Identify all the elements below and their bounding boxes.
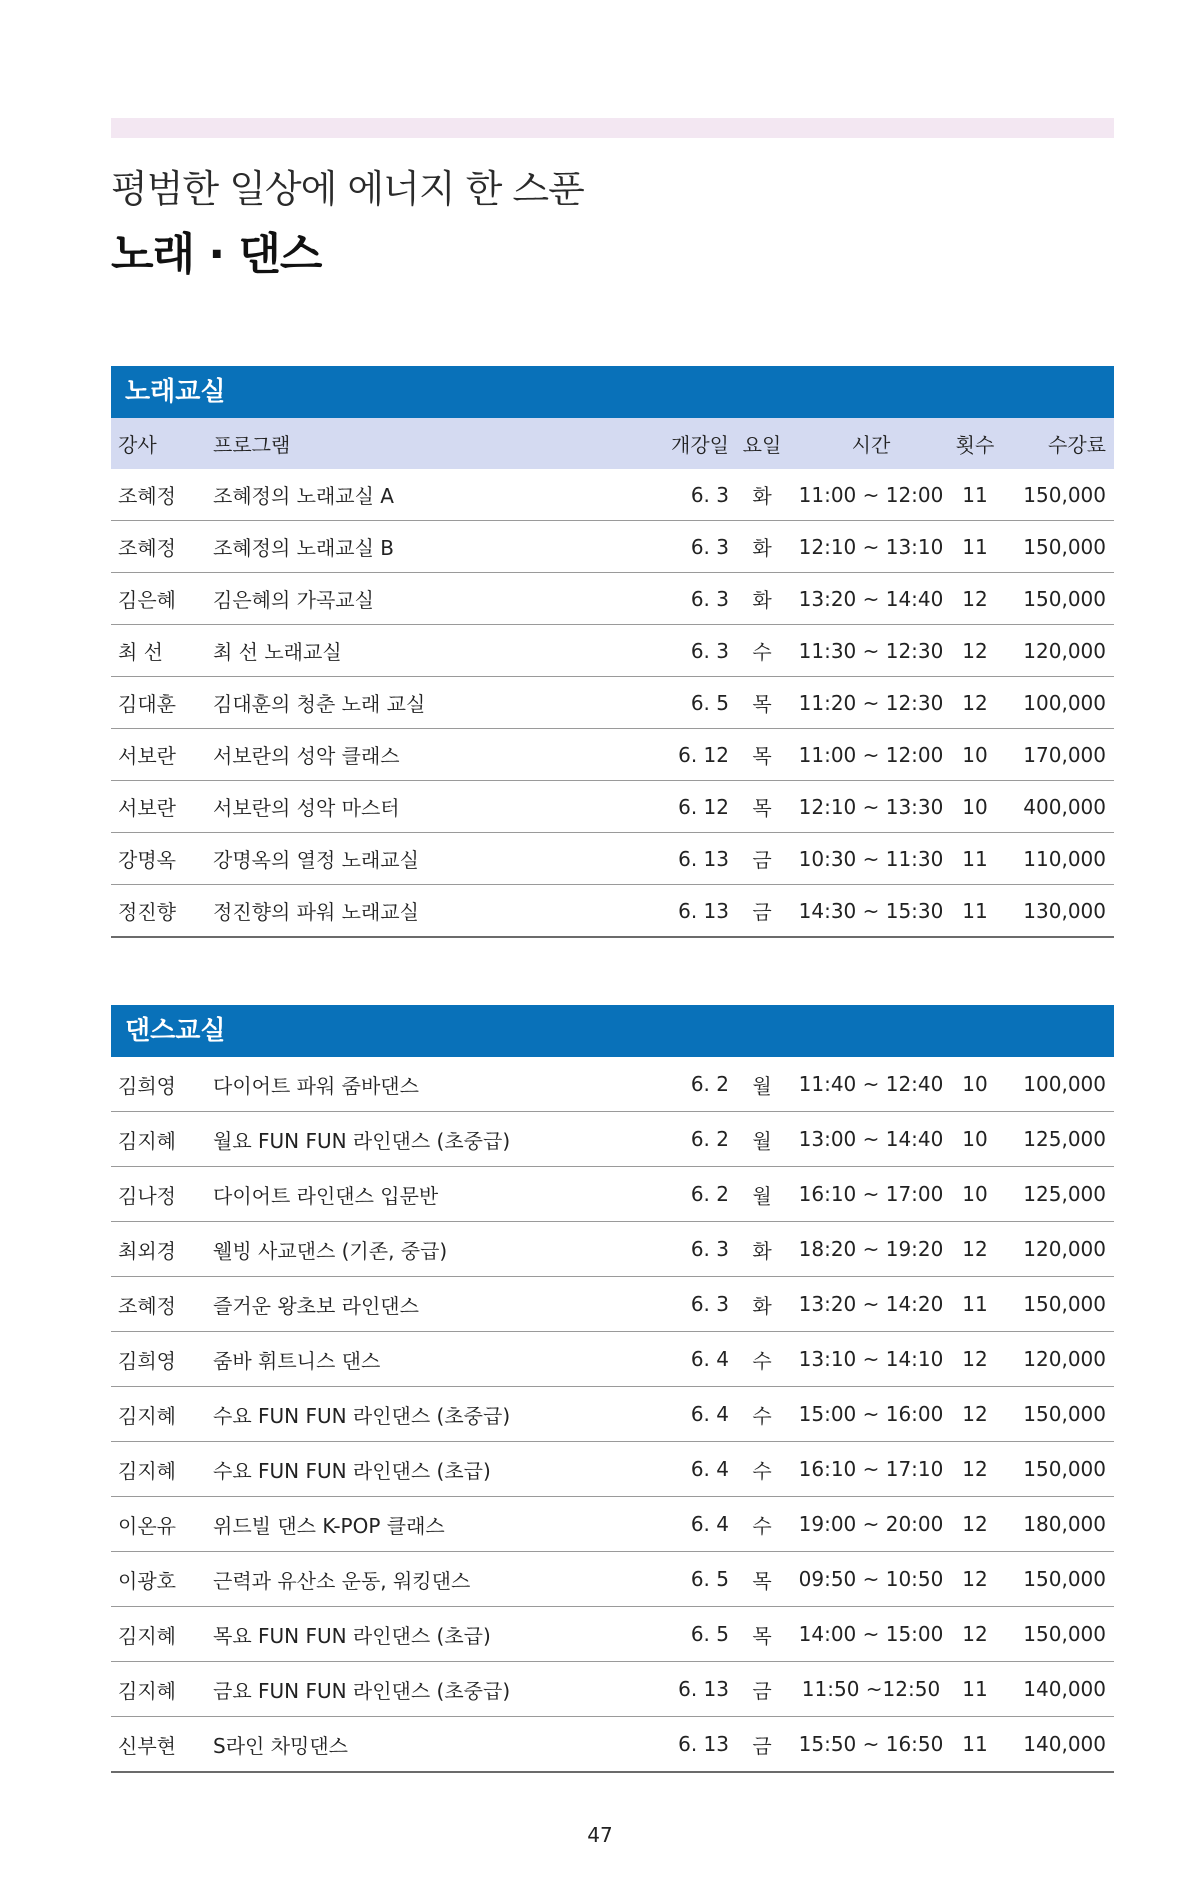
sessions-cell: 12 [951, 1497, 999, 1552]
start-date-cell: 6. 13 [623, 885, 733, 938]
time-cell: 11:50 ~12:50 [791, 1662, 951, 1717]
program-cell: 서보란의 성악 마스터 [213, 781, 623, 833]
time-cell: 18:20 ~ 19:20 [791, 1222, 951, 1277]
time-cell: 13:00 ~ 14:40 [791, 1112, 951, 1167]
table-row [111, 781, 1114, 833]
time-cell: 12:10 ~ 13:30 [791, 781, 951, 833]
program-cell: 줌바 휘트니스 댄스 [213, 1332, 623, 1387]
day-cell: 목 [733, 1607, 791, 1662]
time-cell: 11:30 ~ 12:30 [791, 625, 951, 677]
time-cell: 15:50 ~ 16:50 [791, 1717, 951, 1773]
day-cell: 금 [733, 833, 791, 885]
start-date-cell: 6. 2 [623, 1167, 733, 1222]
start-date-cell: 6. 3 [623, 1222, 733, 1277]
sessions-cell: 10 [951, 1057, 999, 1112]
start-date-cell: 6. 12 [623, 781, 733, 833]
day-cell: 목 [733, 677, 791, 729]
column-header-program: 프로그램 [213, 418, 623, 469]
instructor-cell: 김지혜 [111, 1662, 213, 1717]
sessions-cell: 12 [951, 1387, 999, 1442]
sessions-cell: 12 [951, 1222, 999, 1277]
sessions-cell: 11 [951, 833, 999, 885]
day-cell: 수 [733, 1332, 791, 1387]
program-cell: 서보란의 성악 클래스 [213, 729, 623, 781]
start-date-cell: 6. 3 [623, 625, 733, 677]
start-date-cell: 6. 13 [623, 1717, 733, 1773]
day-cell: 화 [733, 521, 791, 573]
sessions-cell: 11 [951, 1277, 999, 1332]
decorative-top-bar [111, 118, 1114, 138]
instructor-cell: 김희영 [111, 1057, 213, 1112]
day-cell: 수 [733, 1442, 791, 1497]
sessions-cell: 11 [951, 1662, 999, 1717]
fee-cell: 150,000 [999, 1552, 1114, 1607]
dance-class-table [111, 1057, 1114, 1773]
fee-cell: 140,000 [999, 1717, 1114, 1773]
table-row [111, 833, 1114, 885]
time-cell: 09:50 ~ 10:50 [791, 1552, 951, 1607]
fee-cell: 100,000 [999, 677, 1114, 729]
start-date-cell: 6. 5 [623, 677, 733, 729]
instructor-cell: 최 선 [111, 625, 213, 677]
program-cell: S라인 차밍댄스 [213, 1717, 623, 1773]
instructor-cell: 김대훈 [111, 677, 213, 729]
day-cell: 수 [733, 625, 791, 677]
day-cell: 금 [733, 885, 791, 938]
day-cell: 목 [733, 729, 791, 781]
sessions-cell: 12 [951, 573, 999, 625]
instructor-cell: 정진향 [111, 885, 213, 938]
page-subtitle: 평범한 일상에 에너지 한 스푼 [111, 167, 584, 211]
fee-cell: 125,000 [999, 1167, 1114, 1222]
table-row [111, 1387, 1114, 1442]
day-cell: 금 [733, 1662, 791, 1717]
start-date-cell: 6. 2 [623, 1112, 733, 1167]
table-row [111, 573, 1114, 625]
instructor-cell: 김은혜 [111, 573, 213, 625]
sessions-cell: 12 [951, 1607, 999, 1662]
fee-cell: 150,000 [999, 1277, 1114, 1332]
fee-cell: 120,000 [999, 1222, 1114, 1277]
day-cell: 수 [733, 1497, 791, 1552]
instructor-cell: 서보란 [111, 781, 213, 833]
start-date-cell: 6. 3 [623, 1277, 733, 1332]
day-cell: 월 [733, 1057, 791, 1112]
start-date-cell: 6. 13 [623, 833, 733, 885]
program-cell: 김대훈의 청춘 노래 교실 [213, 677, 623, 729]
fee-cell: 150,000 [999, 1607, 1114, 1662]
instructor-cell: 서보란 [111, 729, 213, 781]
column-header-sessions: 횟수 [951, 418, 999, 469]
day-cell: 월 [733, 1112, 791, 1167]
start-date-cell: 6. 3 [623, 573, 733, 625]
start-date-cell: 6. 13 [623, 1662, 733, 1717]
instructor-cell: 김지혜 [111, 1442, 213, 1497]
page-number: 47 [587, 1823, 613, 1847]
program-cell: 강명옥의 열정 노래교실 [213, 833, 623, 885]
table-row [111, 1552, 1114, 1607]
sessions-cell: 12 [951, 1552, 999, 1607]
program-cell: 위드빌 댄스 K-POP 클래스 [213, 1497, 623, 1552]
sessions-cell: 11 [951, 1717, 999, 1773]
fee-cell: 150,000 [999, 521, 1114, 573]
fee-cell: 120,000 [999, 1332, 1114, 1387]
table-row [111, 1607, 1114, 1662]
fee-cell: 150,000 [999, 573, 1114, 625]
instructor-cell: 조혜정 [111, 521, 213, 573]
table-header-row [111, 418, 1114, 469]
program-cell: 다이어트 라인댄스 입문반 [213, 1167, 623, 1222]
fee-cell: 100,000 [999, 1057, 1114, 1112]
table-row [111, 1112, 1114, 1167]
time-cell: 13:20 ~ 14:20 [791, 1277, 951, 1332]
instructor-cell: 김희영 [111, 1332, 213, 1387]
table-row [111, 1222, 1114, 1277]
day-cell: 목 [733, 781, 791, 833]
start-date-cell: 6. 4 [623, 1387, 733, 1442]
start-date-cell: 6. 4 [623, 1332, 733, 1387]
time-cell: 11:00 ~ 12:00 [791, 729, 951, 781]
program-cell: 정진향의 파워 노래교실 [213, 885, 623, 938]
fee-cell: 150,000 [999, 1442, 1114, 1497]
table-row [111, 885, 1114, 938]
instructor-cell: 신부현 [111, 1717, 213, 1773]
time-cell: 16:10 ~ 17:00 [791, 1167, 951, 1222]
column-header-instructor: 강사 [111, 418, 213, 469]
fee-cell: 150,000 [999, 469, 1114, 521]
sessions-cell: 10 [951, 1112, 999, 1167]
program-cell: 수요 FUN FUN 라인댄스 (초중급) [213, 1387, 623, 1442]
sessions-cell: 12 [951, 1442, 999, 1497]
singing-class-section [111, 366, 1114, 938]
time-cell: 13:10 ~ 14:10 [791, 1332, 951, 1387]
fee-cell: 170,000 [999, 729, 1114, 781]
program-cell: 조혜정의 노래교실 B [213, 521, 623, 573]
time-cell: 11:40 ~ 12:40 [791, 1057, 951, 1112]
time-cell: 14:00 ~ 15:00 [791, 1607, 951, 1662]
dance-class-section [111, 1005, 1114, 1773]
program-cell: 웰빙 사교댄스 (기존, 중급) [213, 1222, 623, 1277]
dance-class-rows [111, 1057, 1114, 1772]
column-header-fee: 수강료 [999, 418, 1114, 469]
singing-class-rows [111, 469, 1114, 937]
sessions-cell: 10 [951, 729, 999, 781]
table-row [111, 469, 1114, 521]
table-row [111, 1057, 1114, 1112]
program-cell: 근력과 유산소 운동, 워킹댄스 [213, 1552, 623, 1607]
instructor-cell: 이광호 [111, 1552, 213, 1607]
day-cell: 목 [733, 1552, 791, 1607]
fee-cell: 140,000 [999, 1662, 1114, 1717]
sessions-cell: 11 [951, 469, 999, 521]
program-cell: 월요 FUN FUN 라인댄스 (초중급) [213, 1112, 623, 1167]
instructor-cell: 조혜정 [111, 469, 213, 521]
table-row [111, 625, 1114, 677]
table-row [111, 677, 1114, 729]
fee-cell: 180,000 [999, 1497, 1114, 1552]
time-cell: 13:20 ~ 14:40 [791, 573, 951, 625]
program-cell: 수요 FUN FUN 라인댄스 (초급) [213, 1442, 623, 1497]
table-row [111, 1497, 1114, 1552]
table-row [111, 1442, 1114, 1497]
table-row [111, 1167, 1114, 1222]
fee-cell: 400,000 [999, 781, 1114, 833]
day-cell: 화 [733, 469, 791, 521]
start-date-cell: 6. 2 [623, 1057, 733, 1112]
time-cell: 14:30 ~ 15:30 [791, 885, 951, 938]
table-row [111, 1717, 1114, 1773]
day-cell: 화 [733, 1222, 791, 1277]
day-cell: 수 [733, 1387, 791, 1442]
day-cell: 화 [733, 573, 791, 625]
table-row [111, 1332, 1114, 1387]
table-row [111, 521, 1114, 573]
program-cell: 목요 FUN FUN 라인댄스 (초급) [213, 1607, 623, 1662]
instructor-cell: 김지혜 [111, 1112, 213, 1167]
start-date-cell: 6. 5 [623, 1552, 733, 1607]
program-cell: 다이어트 파워 줌바댄스 [213, 1057, 623, 1112]
column-header-start-date: 개강일 [623, 418, 733, 469]
start-date-cell: 6. 4 [623, 1442, 733, 1497]
sessions-cell: 11 [951, 521, 999, 573]
fee-cell: 130,000 [999, 885, 1114, 938]
column-header-time: 시간 [791, 418, 951, 469]
page-title: 노래 · 댄스 [111, 229, 322, 280]
column-header-day: 요일 [733, 418, 791, 469]
start-date-cell: 6. 4 [623, 1497, 733, 1552]
instructor-cell: 김나정 [111, 1167, 213, 1222]
fee-cell: 120,000 [999, 625, 1114, 677]
time-cell: 12:10 ~ 13:10 [791, 521, 951, 573]
sessions-cell: 10 [951, 1167, 999, 1222]
sessions-cell: 12 [951, 625, 999, 677]
time-cell: 11:20 ~ 12:30 [791, 677, 951, 729]
day-cell: 금 [733, 1717, 791, 1773]
day-cell: 화 [733, 1277, 791, 1332]
start-date-cell: 6. 12 [623, 729, 733, 781]
instructor-cell: 최외경 [111, 1222, 213, 1277]
start-date-cell: 6. 3 [623, 469, 733, 521]
fee-cell: 150,000 [999, 1387, 1114, 1442]
sessions-cell: 12 [951, 1332, 999, 1387]
program-cell: 금요 FUN FUN 라인댄스 (초중급) [213, 1662, 623, 1717]
instructor-cell: 이온유 [111, 1497, 213, 1552]
program-cell: 최 선 노래교실 [213, 625, 623, 677]
instructor-cell: 김지혜 [111, 1387, 213, 1442]
singing-class-header: 노래교실 [111, 366, 1114, 418]
time-cell: 15:00 ~ 16:00 [791, 1387, 951, 1442]
fee-cell: 125,000 [999, 1112, 1114, 1167]
table-row [111, 1277, 1114, 1332]
table-row [111, 729, 1114, 781]
program-cell: 즐거운 왕초보 라인댄스 [213, 1277, 623, 1332]
table-row [111, 1662, 1114, 1717]
program-cell: 조혜정의 노래교실 A [213, 469, 623, 521]
time-cell: 11:00 ~ 12:00 [791, 469, 951, 521]
instructor-cell: 강명옥 [111, 833, 213, 885]
singing-class-table [111, 418, 1114, 938]
time-cell: 16:10 ~ 17:10 [791, 1442, 951, 1497]
day-cell: 월 [733, 1167, 791, 1222]
program-cell: 김은혜의 가곡교실 [213, 573, 623, 625]
start-date-cell: 6. 5 [623, 1607, 733, 1662]
time-cell: 10:30 ~ 11:30 [791, 833, 951, 885]
sessions-cell: 10 [951, 781, 999, 833]
time-cell: 19:00 ~ 20:00 [791, 1497, 951, 1552]
instructor-cell: 조혜정 [111, 1277, 213, 1332]
start-date-cell: 6. 3 [623, 521, 733, 573]
dance-class-header: 댄스교실 [111, 1005, 1114, 1057]
sessions-cell: 12 [951, 677, 999, 729]
fee-cell: 110,000 [999, 833, 1114, 885]
instructor-cell: 김지혜 [111, 1607, 213, 1662]
sessions-cell: 11 [951, 885, 999, 938]
